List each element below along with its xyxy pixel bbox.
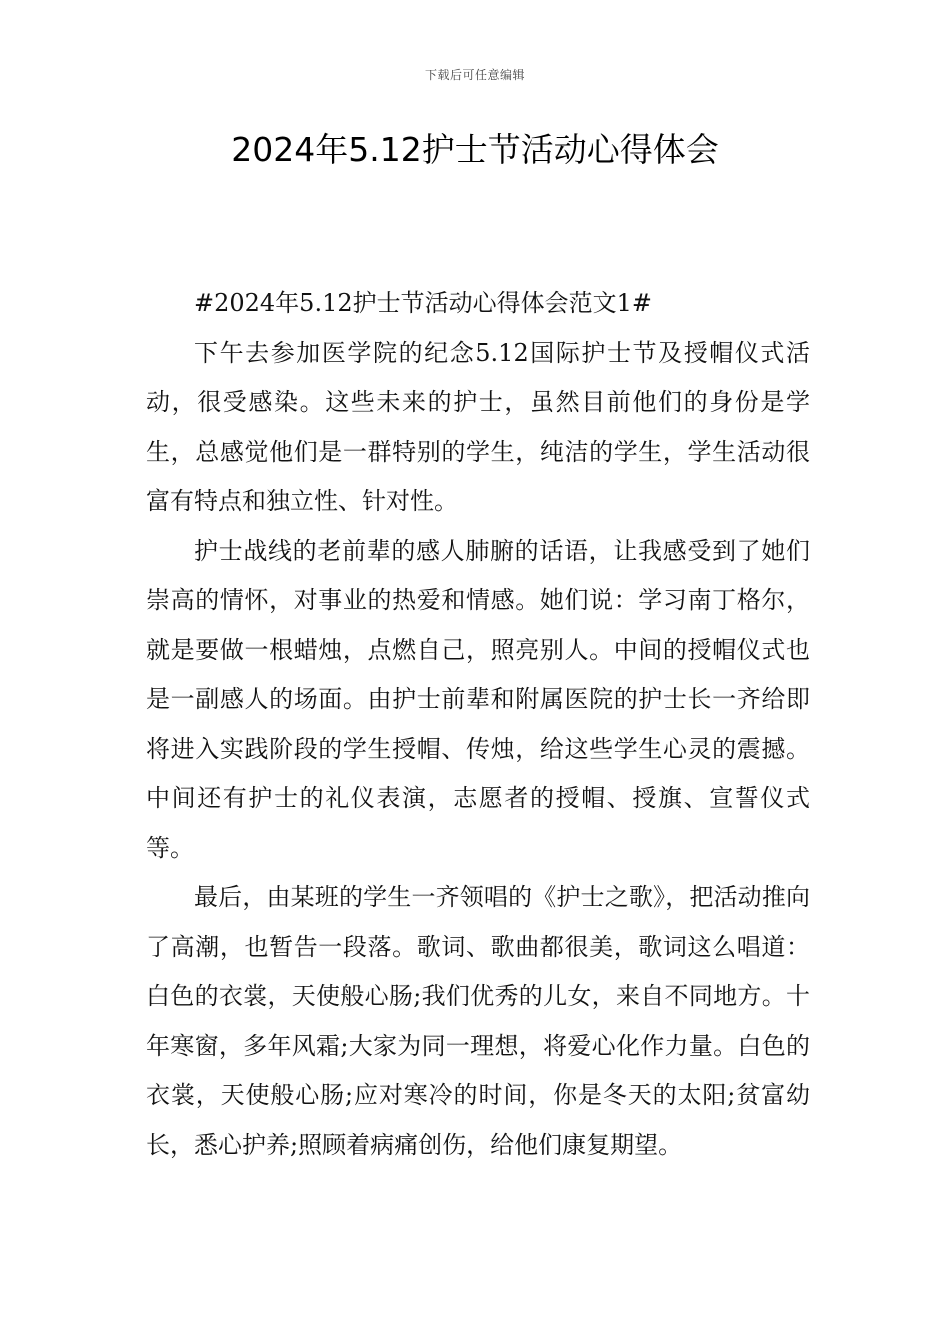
paragraph-1: 下午去参加医学院的纪念5.12国际护士节及授帽仪式活动，很受感染。这些未来的护士，虽然目前他们的身份是学生，总感觉他们是一群特别的学生，纯洁的学生，学生活动很富有特点和独立性、针对性。 [146,338,810,515]
paragraph-3: 最后，由某班的学生一齐领唱的《护士之歌》，把活动推向了高潮，也暂告一段落。歌词、歌曲都很美，歌词这么唱道：白色的衣裳，天使般心肠;我们优秀的儿女，来自不同地方。十年寒窗，多年风霜;大家为同一理想，将爱心化作力量。白色的衣裳，天使般心肠;应对寒冷的时间，你是冬天的太阳;贫富幼长，悉心护养;照顾着病痛创伤，给他们康复期望。 [146,883,810,1159]
page-title: 2024年5.12护士节活动心得体会 [231,130,719,169]
document-body [146,279,810,1170]
section-heading: #2024年5.12护士节活动心得体会范文1# [194,289,653,317]
paragraph-2: 护士战线的老前辈的感人肺腑的话语，让我感受到了她们崇高的情怀，对事业的热爱和情感。她们说：学习南丁格尔，就是要做一根蜡烛，点燃自己，照亮别人。中间的授帽仪式也是一副感人的场面。由护士前辈和附属医院的护士长一齐给即将进入实践阶段的学生授帽、传烛，给这些学生心灵的震撼。中间还有护士的礼仪表演，志愿者的授帽、授旗、宣誓仪式等。 [146,536,810,862]
header-note: 下载后可任意编辑 [424,68,525,82]
